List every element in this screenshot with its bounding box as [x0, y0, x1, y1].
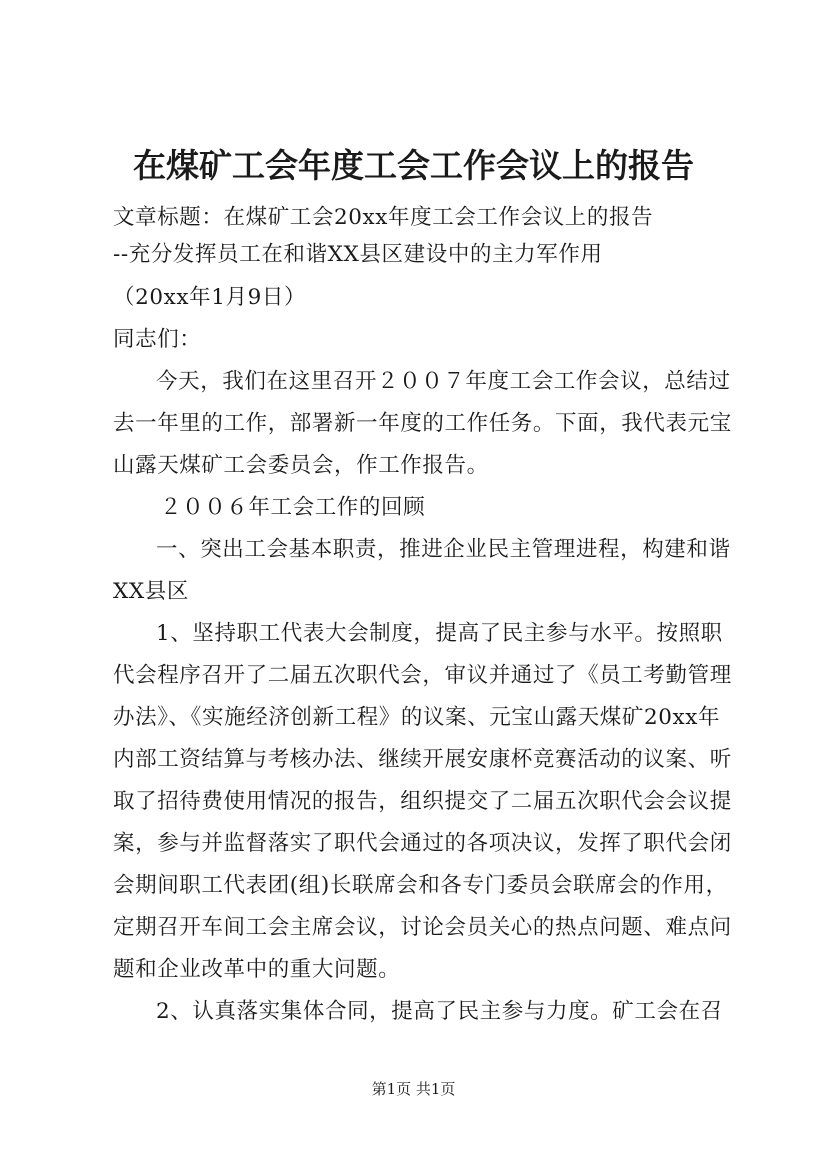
paragraph-line: XX县区 [113, 579, 190, 604]
paragraph-line: 题和企业改革中的重大问题。 [113, 957, 401, 982]
paragraph-line: 代会程序召开了二届五次职代会，审议并通过了《员工考勤管理 [113, 663, 732, 688]
paragraph-line: 今天，我们在这里召开２００７年度工会工作会议，总结过 [156, 369, 731, 394]
document-title: 在煤矿工会年度工会工作会议上的报告 [133, 146, 694, 185]
paragraph-line: 一、突出工会基本职责，推进企业民主管理进程，构建和谐 [156, 537, 731, 562]
article-title-line: 文章标题：在煤矿工会20xx年度工会工作会议上的报告 [113, 205, 654, 230]
subtitle-line: --充分发挥员工在和谐XX县区建设中的主力军作用 [113, 242, 603, 267]
paragraph-line: 办法》、《实施经济创新工程》的议案、元宝山露天煤矿20xx年 [113, 705, 721, 730]
date-line: （20xx年1月9日） [113, 285, 307, 310]
paragraph-line: 去一年里的工作，部署新一年度的工作任务。下面，我代表元宝 [113, 411, 732, 436]
page-number: 第1页 共1页 [371, 1080, 456, 1098]
section-heading: ２００６年工会工作的回顾 [160, 495, 426, 520]
paragraph-line: 会期间职工代表团(组)长联席会和各专门委员会联席会的作用， [113, 873, 728, 898]
salutation-line: 同志们： [113, 327, 202, 352]
paragraph-line: 取了招待费使用情况的报告，组织提交了二届五次职代会会议提 [113, 789, 732, 814]
paragraph-line: 内部工资结算与考核办法、继续开展安康杯竞赛活动的议案、听 [113, 747, 732, 772]
paragraph-line: 2、认真落实集体合同，提高了民主参与力度。矿工会在召 [156, 999, 723, 1024]
paragraph-line: 定期召开车间工会主席会议，讨论会员关心的热点问题、难点问 [113, 915, 732, 940]
paragraph-line: 1、坚持职工代表大会制度，提高了民主参与水平。按照职 [156, 621, 723, 646]
paragraph-line: 山露天煤矿工会委员会，作工作报告。 [113, 453, 489, 478]
paragraph-line: 案，参与并监督落实了职代会通过的各项决议，发挥了职代会闭 [113, 831, 732, 856]
